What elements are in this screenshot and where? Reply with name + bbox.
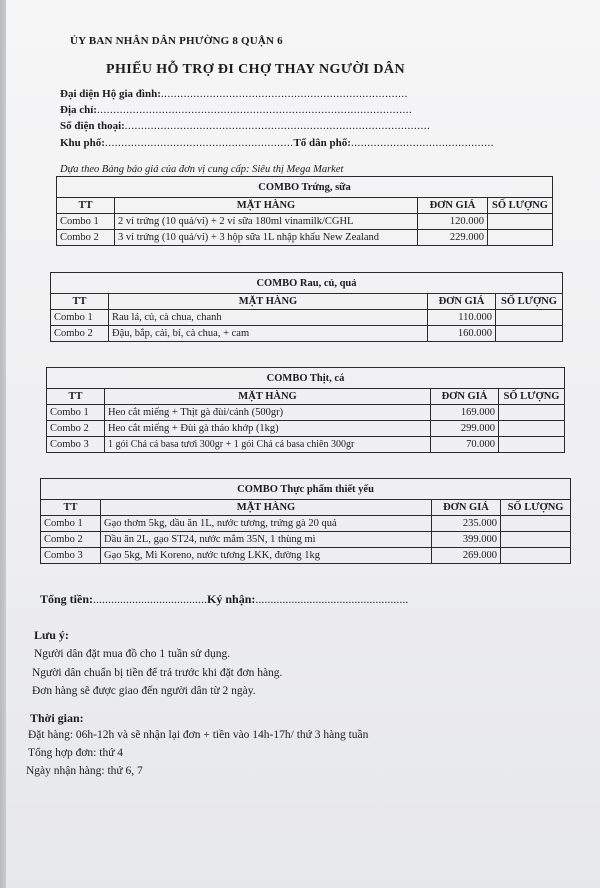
authority-header: ỦY BAN NHÂN DÂN PHƯỜNG 8 QUẬN 6	[70, 35, 283, 47]
quarter-field	[60, 137, 494, 149]
row-tt: Combo 2	[51, 326, 109, 342]
col-header-qty: SỐ LƯỢNG	[488, 198, 553, 214]
notes-heading: Lưu ý:	[34, 628, 69, 642]
row-qty[interactable]	[488, 230, 553, 246]
col-header-item: MẶT HÀNG	[101, 500, 432, 516]
row-tt: Combo 2	[47, 421, 105, 437]
row-tt: Combo 1	[41, 516, 101, 532]
col-header-tt: TT	[51, 294, 109, 310]
col-header-qty: SỐ LƯỢNG	[499, 389, 565, 405]
total-label: Tổng tiền:	[40, 592, 94, 606]
table-row	[41, 548, 571, 564]
row-qty[interactable]	[501, 516, 571, 532]
schedule-heading: Thời gian:	[30, 711, 84, 725]
row-item: Gạo 5kg, Mì Koreno, nước tương LKK, đường 1kg	[101, 548, 432, 564]
combo-table-essentials	[40, 478, 571, 564]
row-price: 269.000	[432, 548, 501, 564]
row-price: 235.000	[432, 516, 501, 532]
col-header-item: MẶT HÀNG	[105, 389, 431, 405]
col-header-price: ĐƠN GIÁ	[418, 198, 488, 214]
col-header-price: ĐƠN GIÁ	[432, 500, 501, 516]
row-tt: Combo 2	[41, 532, 101, 548]
row-tt: Combo 2	[57, 230, 115, 246]
row-tt: Combo 3	[41, 548, 101, 564]
document-title: PHIẾU HỖ TRỢ ĐI CHỢ THAY NGƯỜI DÂN	[106, 62, 405, 77]
phone-label: Số điện thoại:	[60, 120, 125, 132]
table-row	[57, 230, 553, 246]
group-dots: ............................................	[350, 137, 494, 149]
col-header-item: MẶT HÀNG	[109, 294, 428, 310]
table-row	[47, 405, 565, 421]
address-field	[60, 104, 412, 116]
row-tt: Combo 3	[47, 437, 105, 453]
row-price: 229.000	[418, 230, 488, 246]
table-row	[51, 326, 563, 342]
schedule-line: Tổng hợp đơn: thứ 4	[28, 747, 124, 759]
col-header-qty: SỐ LƯỢNG	[496, 294, 563, 310]
row-item: 1 gói Chả cá basa tươi 300gr + 1 gói Chả cá basa chiên 300gr	[105, 437, 431, 453]
row-item: Gạo thơm 5kg, dầu ăn 1L, nước tương, trứng gà 20 quả	[101, 516, 432, 532]
row-item: 3 vỉ trứng (10 quả/vỉ) + 3 hộp sữa 1L nhập khẩu New Zealand	[115, 230, 418, 246]
row-qty[interactable]	[499, 405, 565, 421]
note-line: Người dân chuẩn bị tiền để trả trước khi đặt đơn hàng.	[32, 667, 283, 679]
address-label: Địa chỉ:	[60, 104, 97, 116]
receiver-dots: ...................................................	[255, 592, 409, 606]
representative-label: Đại diện Hộ gia đình:	[60, 88, 161, 100]
row-item: Heo cắt miếng + Đùi gà tháo khớp (1kg)	[105, 421, 431, 437]
row-qty[interactable]	[499, 421, 565, 437]
note-line: Người dân đặt mua đồ cho 1 tuần sử dụng.	[34, 648, 231, 660]
combo-title: COMBO Rau, củ, quả	[51, 273, 563, 294]
total-dots: ......................................	[93, 592, 208, 606]
receiver-label: Ký nhận:	[207, 592, 256, 606]
note-line: Đơn hàng sẽ được giao đến người dân từ 2 ngày.	[32, 685, 256, 697]
combo-table-vegetables	[50, 272, 563, 342]
representative-field	[60, 88, 408, 100]
row-tt: Combo 1	[51, 310, 109, 326]
row-qty[interactable]	[501, 532, 571, 548]
col-header-tt: TT	[57, 198, 115, 214]
phone-field	[60, 120, 430, 132]
document-page	[6, 0, 600, 888]
row-price: 120.000	[418, 214, 488, 230]
table-row	[47, 421, 565, 437]
total-field	[40, 592, 408, 607]
table-row	[47, 437, 565, 453]
representative-dots: ............................................................................	[160, 88, 408, 100]
col-header-price: ĐƠN GIÁ	[428, 294, 496, 310]
combo-table-eggs-milk	[56, 176, 553, 246]
table-row	[57, 214, 553, 230]
col-header-qty: SỐ LƯỢNG	[501, 500, 571, 516]
row-qty[interactable]	[496, 310, 563, 326]
row-item: Heo cắt miếng + Thịt gà đùi/cánh (500gr)	[105, 405, 431, 421]
row-price: 169.000	[431, 405, 499, 421]
row-price: 110.000	[428, 310, 496, 326]
row-tt: Combo 1	[47, 405, 105, 421]
combo-title: COMBO Trứng, sữa	[57, 177, 553, 198]
col-header-item: MẶT HÀNG	[115, 198, 418, 214]
table-row	[41, 516, 571, 532]
group-label: Tổ dân phố:	[293, 137, 351, 149]
row-price: 299.000	[431, 421, 499, 437]
combo-table-meat-fish	[46, 367, 565, 453]
row-qty[interactable]	[488, 214, 553, 230]
row-price: 160.000	[428, 326, 496, 342]
col-header-tt: TT	[47, 389, 105, 405]
col-header-tt: TT	[41, 500, 101, 516]
row-qty[interactable]	[501, 548, 571, 564]
row-item: 2 vỉ trứng (10 quả/vỉ) + 2 vỉ sữa 180ml vinamilk/CGHL	[115, 214, 418, 230]
schedule-line: Ngày nhận hàng: thứ 6, 7	[26, 765, 143, 777]
table-row	[51, 310, 563, 326]
row-item: Đậu, bắp, cải, bí, cà chua, + cam	[109, 326, 428, 342]
row-qty[interactable]	[499, 437, 565, 453]
combo-title: COMBO Thịt, cá	[47, 368, 565, 389]
row-tt: Combo 1	[57, 214, 115, 230]
quarter-label: Khu phố:	[60, 137, 105, 149]
schedule-line: Đặt hàng: 06h-12h và sẽ nhận lại đơn + tiền vào 14h-17h/ thứ 3 hàng tuần	[28, 729, 369, 741]
address-dots: .................................................................................................	[96, 104, 413, 116]
source-note: Dựa theo Bảng báo giá của đơn vị cung cấp: Siêu thị Mega Market	[60, 164, 344, 175]
row-price: 399.000	[432, 532, 501, 548]
col-header-price: ĐƠN GIÁ	[431, 389, 499, 405]
table-row	[41, 532, 571, 548]
row-item: Rau lá, củ, cà chua, chanh	[109, 310, 428, 326]
phone-dots: ..............................................................................................	[124, 120, 431, 132]
row-price: 70.000	[431, 437, 499, 453]
row-qty[interactable]	[496, 326, 563, 342]
combo-title: COMBO Thực phẩm thiết yếu	[41, 479, 571, 500]
row-item: Dầu ăn 2L, gạo ST24, nước mắm 35N, 1 thùng mì	[101, 532, 432, 548]
quarter-dots: ..........................................................	[104, 137, 294, 149]
